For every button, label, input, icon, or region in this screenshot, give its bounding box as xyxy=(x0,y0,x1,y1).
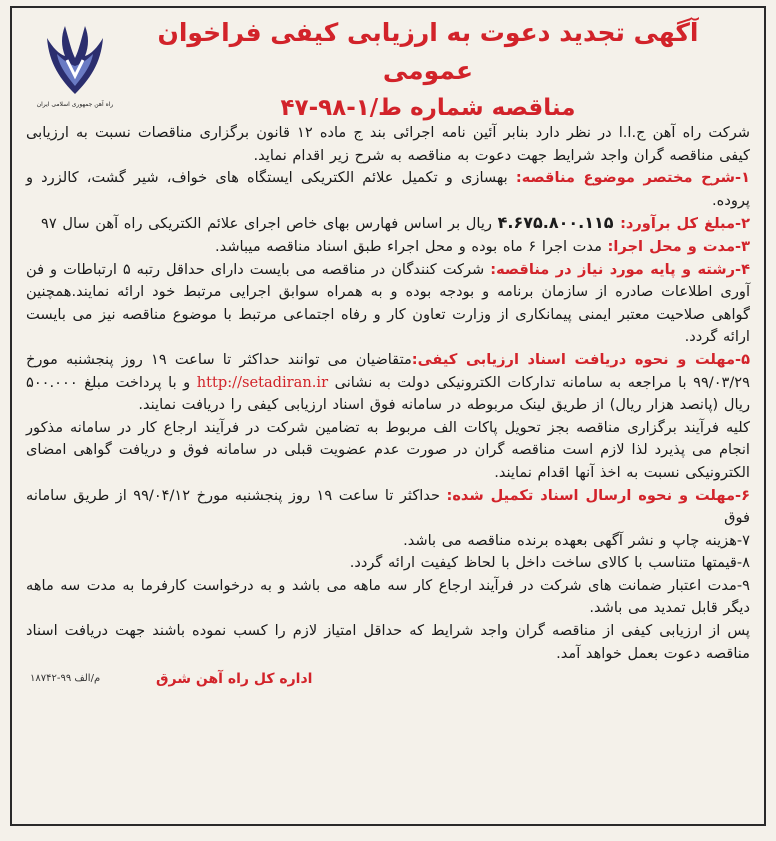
section-6-heading: ۶-مهلت و نحوه ارسال اسناد تکمیل شده: xyxy=(446,486,751,504)
notice-header xyxy=(26,14,750,122)
notice-body xyxy=(26,122,750,665)
section-2 xyxy=(26,212,750,236)
notice-footer xyxy=(26,669,750,695)
section-7: ۷-هزینه چاپ و نشر آگهی بعهده برنده مناقصه می باشد. xyxy=(403,531,750,549)
closing-paragraph: پس از ارزیابی کیفی از مناقصه گران واجد شرایط که حداقل امتیاز لازم را کسب نموده باشند جهت دریافت اسناد مناقصه دعوت بعمل خواهد آمد. xyxy=(26,622,750,662)
section-5-text-a: متقاضیان می توانند حداکثر تا ساعت ۱۹ روز پنجشنبه مورخ ۹۹/۰۳/۲۹ با مراجعه به سامانه تدارکات الکترونیکی دولت به نشانی xyxy=(26,350,750,391)
section-6 xyxy=(26,485,750,530)
section-5-text-b: و با پرداخت مبلغ ۵۰۰.۰۰۰ ریال (پانصد هزار ریال) از طریق لینک مربوطه در سامانه فوق اسناد ارزیابی کیفی را دریافت نمایند. xyxy=(26,373,750,414)
section-5 xyxy=(26,349,750,417)
section-4-text: شرکت کنندگان در مناقصه می بایست دارای حداقل رتبه ۵ ارتباطات و فن آوری اطلاعات صادره از سازمان برنامه و بودجه بوده و به همراه سوابق اجرایی مرتبط خود ارائه نمایند.همچنین گواهی صلاحیت معتبر ایمنی پیمانکاری از وزارت تعاون کار و رفاه اجتماعی مرتبط با موضوع مناقصه نیز می بایست ارائه گردد. xyxy=(26,260,750,346)
section-9: ۹-مدت اعتبار ضمانت های شرکت در فرآیند ارجاع کار سه ماهه می باشد و به درخواست کارفرما به مدت سه ماهه دیگر قابل تمدید می باشد. xyxy=(26,576,750,617)
notice-title: آگهی تجدید دعوت به ارزیابی کیفی فراخوان عمومی xyxy=(157,18,699,85)
section-1 xyxy=(26,167,750,212)
section-3 xyxy=(26,236,750,259)
section-8: ۸-قیمتها متناسب با کالای ساخت داخل با لحاظ کیفیت ارائه گردد. xyxy=(349,554,750,572)
logo-caption: راه آهن جمهوری اسلامی ایران xyxy=(36,101,114,108)
general-paragraph: کلیه فرآیند برگزاری مناقصه بجز تحویل پاکات الف مربوط به تضامین شرکت در فرآیند ارجاع کار در سامانه مذکور انجام می پذیرد لذا لازم است مناقصه گران در صورت عدم عضویت قبلی در سامانه فوق و دریافت گواهی امضای الکترونیکی نسبت به اخذ آنها اقدام نمایند. xyxy=(26,418,750,481)
section-3-text: مدت اجرا ۶ ماه بوده و محل اجراء طبق اسناد مناقصه میباشد. xyxy=(215,237,608,255)
section-1-heading: ۱-شرح مختصر موضوع مناقصه: xyxy=(515,169,751,187)
notice-frame xyxy=(10,6,766,826)
section-4 xyxy=(26,259,750,349)
section-2-text: ریال بر اساس فهارس بهای خاص اجرای علائم الکتریکی راه آهن سال ۹۷ xyxy=(41,215,498,233)
tender-number: مناقصه شماره ط/۱-۹۸-۴۷ xyxy=(280,95,576,121)
section-3-heading: ۳-مدت و محل اجرا: xyxy=(607,237,750,255)
winged-emblem-icon xyxy=(43,20,107,100)
section-1-text: بهسازی و تکمیل علائم الکتریکی ایستگاه های خواف، شیر گشت، کالزرد و پروده. xyxy=(26,169,750,209)
section-6-text: حداکثر تا ساعت ۱۹ روز پنجشنبه مورخ ۹۹/۰۴/۱۲ از طریق سامانه فوق xyxy=(26,486,750,527)
title-block xyxy=(26,14,750,126)
section-5-heading: ۵-مهلت و نحوه دریافت اسناد ارزیابی کیفی: xyxy=(411,350,750,368)
setadiran-link[interactable]: http://setadiran.ir xyxy=(196,373,329,391)
publication-code: م/الف ۹۹-۱۸۷۴۲ xyxy=(30,673,101,685)
intro-paragraph: شرکت راه آهن ج.ا.ا در نظر دارد بنابر آئین نامه اجرائی بند ج ماده ۱۲ قانون برگزاری مناقصات نسبت به ارزیابی کیفی مناقصه گران واجد شرایط جهت دعوت به مناقصه به شرح زیر اقدام نماید. xyxy=(26,124,750,164)
section-4-heading: ۴-رشته و پایه مورد نیاز در مناقصه: xyxy=(490,260,750,278)
section-2-heading: ۲-مبلغ کل برآورد: xyxy=(620,215,750,233)
signer-name: اداره کل راه آهن شرق xyxy=(156,671,313,688)
railway-logo xyxy=(30,20,120,120)
estimate-amount: ۴.۶۷۵.۸۰۰.۱۱۵ xyxy=(497,213,621,233)
